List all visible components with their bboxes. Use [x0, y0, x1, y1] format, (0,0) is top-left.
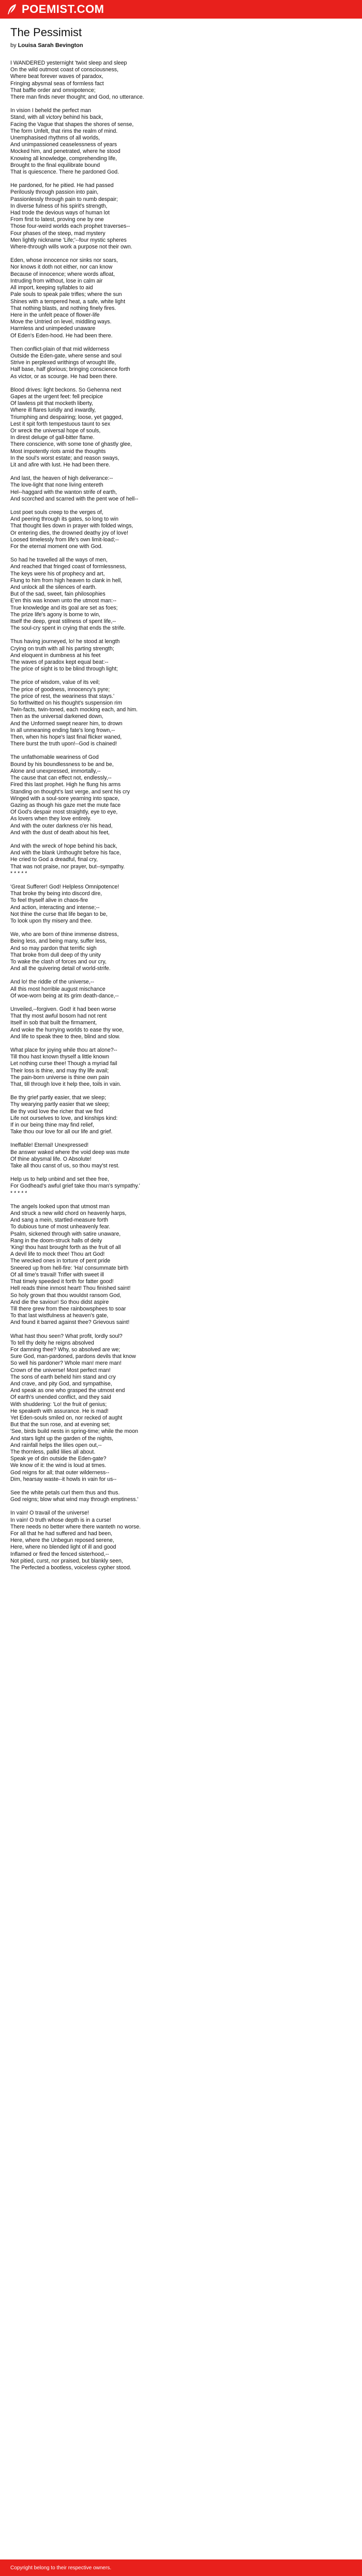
poem-line: Unemphasised rhythms of all worlds, — [10, 135, 100, 142]
stanza — [10, 679, 352, 747]
poem-line: For all that he had suffered and had been, — [10, 1531, 113, 1537]
stanza — [10, 843, 352, 877]
poem-line: Most impotently riots amid the thoughts — [10, 448, 106, 455]
stanza — [10, 1333, 352, 1483]
site-logo-link[interactable] — [5, 3, 104, 16]
poem-line: See the white petals curl them thus and thus. — [10, 1489, 120, 1496]
poem-line: If in our being thine may find relief, — [10, 1122, 94, 1129]
poem-line: That broke from dull deep of thy unity — [10, 951, 101, 958]
poem-line: Speak ye of din outside the Eden-gate? — [10, 1456, 107, 1462]
poem-title: The Pessimist — [10, 26, 82, 39]
poem-line: To feel thyself alive in chaos-fire — [10, 897, 88, 904]
poem-line: Twin-facts, twin-toned, each mocking each, and him. — [10, 707, 138, 713]
poem-line: Intruding from without, lose in calm air — [10, 277, 103, 284]
stanza — [10, 346, 352, 380]
poem-line: And all the quivering detail of world-strife. — [10, 965, 111, 972]
poem-line: All import, keeping syllables to aid — [10, 285, 93, 291]
poem-line: Knowing all knowledge, comprehending life, — [10, 155, 117, 162]
poem-line: To tell thy deity he reigns absolved — [10, 1339, 94, 1346]
poem-line: Perilously through passion into pain, — [10, 189, 99, 196]
poem-line: Lest it spit forth tempestuous taunt to sex — [10, 420, 111, 427]
poem-line: The price of goodness, innocency's pyre; — [10, 686, 110, 693]
poem-line: That thought lies down in prayer with folded wings, — [10, 523, 133, 529]
stanza — [10, 107, 352, 176]
poem-line: Let nothing curse thee! Though a myriad fail — [10, 1060, 117, 1067]
poem-line: And sang a mein, startled-measure forth — [10, 1217, 109, 1224]
poem-line: Eden, whose innocence nor sinks nor soars, — [10, 257, 118, 264]
feather-quill-icon — [5, 3, 19, 16]
poem-line: Men lightly nickname 'Life;'--four mystic spheres — [10, 237, 127, 243]
poem-line: Hell reads thine inmost heart! Thou finished saint! — [10, 1285, 131, 1292]
poem-line: All this most horrible august mischance — [10, 986, 105, 992]
poem-line: God reigns; blow what wind may through emptiness.' — [10, 1496, 139, 1503]
poem-line: But of the sad, sweet, fain philosophies — [10, 591, 105, 598]
poem-line: The waves of paradox kept equal beat:-- — [10, 659, 109, 666]
poem-line: Here, where no blended light of ill and good — [10, 1544, 116, 1551]
stanza — [10, 1095, 352, 1135]
poem-line: Sneered up from hell-fire: 'Ha! consummate birth — [10, 1264, 129, 1271]
poem-line: The price of rest, the weariness that stays.' — [10, 693, 115, 699]
poem-line: To that last wistfulness at heaven's gate, — [10, 1313, 109, 1319]
poem-line: Crown of the universe! Most perfect man! — [10, 1367, 111, 1373]
poem-line: Strive in perplexed writhings of wrought life, — [10, 360, 116, 366]
poem-line: And with the wreck of hope behind his back, — [10, 842, 117, 849]
poem-line: The Perfected a bootless, voiceless cypher stood. — [10, 1565, 131, 1571]
poem-line: He cried to God a dreadful, final cry, — [10, 856, 98, 863]
poem-line: Half base, half glorious; bringing conscience forth — [10, 366, 130, 373]
poem-line: True knowledge and its goal are set as foes; — [10, 604, 118, 611]
poem-line: In direst deluge of gall-bitter flame. — [10, 434, 95, 441]
author-name: Louisa Sarah Bevington — [18, 42, 83, 49]
poem-line: So forthwitted on his thought's suspension rim — [10, 700, 122, 707]
poem-line: And unimpassioned ceaselessness of years — [10, 142, 117, 148]
poem-line: Crying on truth with all his parting strength; — [10, 645, 114, 652]
stanza — [10, 638, 352, 673]
poem-line: The price of sight is to be blind through light; — [10, 666, 118, 673]
poem-line: The thornless, pallid lilies all about. — [10, 1448, 96, 1455]
poem-line: Or wreck the universal hope of souls, — [10, 427, 101, 434]
poem-line: Yet Eden-souls smiled on, nor recked of aught — [10, 1414, 123, 1421]
poem-line: Of woe-worn being at its grim death-dance,-- — [10, 992, 119, 999]
poem-line: Flung to him from high heaven to clank in hell, — [10, 577, 123, 584]
poem-line: And lo! the riddle of the universe,-- — [10, 979, 94, 986]
poem-line: As victor, or as scourge. He had been there. — [10, 373, 117, 380]
poem-line: He speaketh with assurance. He is mad! — [10, 1408, 109, 1414]
poem-line: Then conflict-plain of that mid wilderness — [10, 346, 110, 352]
poem-line: Because of innocence; where words afloat, — [10, 271, 115, 277]
poem-line: And eloquent in dumbness at his feet — [10, 652, 101, 659]
stanza — [10, 1490, 352, 1503]
poem-line: Facing the Vague that shapes the shores of sense, — [10, 121, 134, 128]
poem-line: For the eternal moment one with God. — [10, 543, 103, 550]
poem-line: Lit and afire with lust. He had been there. — [10, 461, 111, 468]
poem-line: Harmless and unimpeded unaware — [10, 325, 96, 332]
poem-line: The sons of earth beheld him stand and cry — [10, 1373, 116, 1380]
poem-line: Blood drives: light beckons. So Gehenna next — [10, 386, 122, 393]
poem-line: Psalm, sickened through with satire unaware, — [10, 1230, 121, 1237]
poem-line: The price of wisdom, value of its veil; — [10, 679, 100, 686]
poem-article — [0, 26, 362, 1571]
poem-line: Alone and unexpressed, immortally,-- — [10, 768, 101, 774]
byline — [10, 42, 352, 49]
poem-line: And scorched and scarred with the pent woe of hell-- — [10, 495, 139, 502]
poem-line: Itself the deep, great stillness of spent life,-- — [10, 618, 116, 625]
poem-line: Passionlessly through pain to numb despair; — [10, 196, 118, 202]
poem-line: Be answer waked where the void deep was mute — [10, 1149, 130, 1156]
poem-line: And with the outer darkness o'er his head, — [10, 822, 113, 829]
poem-line: Of earth's unended conflict, and they said — [10, 1394, 111, 1401]
poem-line: Thy wearying partly easier that we sleep; — [10, 1101, 110, 1108]
poem-line: A devil life to mock thee! Thou art God! — [10, 1251, 105, 1258]
poem-line: That nothing blasts, and nothing finely fires. — [10, 305, 116, 311]
poem-line: As lovers when they love entirely. — [10, 816, 92, 822]
poem-line: And the Unformed swept nearer him, to drown — [10, 720, 123, 727]
poem-line: Here, where the Unbegun reposed serene, — [10, 1537, 114, 1544]
poem-line: Being less, and being many, suffer less, — [10, 938, 107, 945]
poem-line: The keys were his of prophecy and art, — [10, 570, 105, 577]
poem-line: I WANDERED yesternight 'twixt sleep and sleep — [10, 60, 127, 66]
poem-line: In the soul's worst estate; and reason sways, — [10, 455, 119, 461]
poem-line: And rainfall helps the lilies open out,-- — [10, 1442, 102, 1448]
site-header — [0, 0, 362, 19]
poem-line: That is quiescence. There he pardoned God. — [10, 169, 119, 176]
poem-line: There conscience, with some tone of ghastly glee, — [10, 441, 132, 448]
poem-line: In all unmeaning ending fate's long frown,-- — [10, 727, 115, 733]
poem-line: The love-light that none living entereth — [10, 482, 103, 489]
poem-line: And life to speak thee to thee, blind and slow. — [10, 1033, 120, 1040]
poem-line: There burst the truth upon!--God is chained! — [10, 741, 117, 747]
poem-line: And die the saviour! So thou didst aspire — [10, 1299, 109, 1305]
poem-line: Where-through wills work a purpose not their own. — [10, 244, 132, 251]
poem-line: That timely speeded it forth for fatter good! — [10, 1278, 114, 1285]
poem-body — [10, 60, 352, 1571]
poem-line: Lost poet souls creep to the verges of, — [10, 509, 103, 516]
stanza — [10, 754, 352, 836]
stanza — [10, 1510, 352, 1571]
poem-line: With shuddering: 'Lo! the fruit of genius; — [10, 1401, 107, 1408]
poem-line: The prize life's agony is borne to win, — [10, 611, 100, 618]
stanza — [10, 1047, 352, 1088]
poem-line: The wrecked ones in torture of pent pride — [10, 1258, 111, 1264]
poem-line: On the wild outmost coast of consciousness, — [10, 67, 119, 73]
poem-line: What hast thou seen? What profit, lordly soul? — [10, 1333, 123, 1339]
poem-line: Help us to help unbind and set thee free, — [10, 1176, 109, 1183]
poem-line: From first to latest, proving one by one — [10, 216, 104, 223]
poem-line: Winged with a soul-sore yearning into space, — [10, 795, 119, 802]
poem-line: Of thine abysmal life. O Absolute! — [10, 1156, 92, 1162]
poem-line: Hel--haggard with the wanton strife of earth, — [10, 489, 117, 495]
poem-line: In vain! O truth whose depth is in a curse! — [10, 1517, 111, 1523]
stanza — [10, 557, 352, 632]
poem-line: The angels looked upon that utmost man — [10, 1203, 110, 1210]
poem-line: To look upon thy misery and thee. — [10, 917, 93, 924]
poem-line: That broke thy being into discord dire, — [10, 891, 102, 897]
poem-line: Shines with a tempered heat, a safe, white light — [10, 298, 126, 305]
poem-line: Here in the unfelt peace of flower-life — [10, 311, 100, 318]
poem-line: For damning thee? Why, so absolved are we; — [10, 1346, 120, 1353]
stanza — [10, 1176, 352, 1197]
poem-line: And with the dust of death about his feet, — [10, 829, 110, 836]
copyright-text: Copyright belong to their respective owners. — [10, 2565, 112, 2571]
poem-line: God reigns for all; that outer wilderness-- — [10, 1469, 110, 1476]
stanza — [10, 60, 352, 101]
poem-line: 'Great Sufferer! God! Helpless Omnipotence! — [10, 883, 119, 890]
poem-line: Move the Untried on level, middling ways. — [10, 319, 112, 325]
poem-line: But that the sun rose, and at evening set; — [10, 1422, 111, 1428]
poem-line: The cause that can effect not, endlessly,-- — [10, 775, 112, 782]
poem-line: That, till through love it help thee, toils in vain. — [10, 1081, 122, 1088]
poem-line: Take thou our love for all our life and grief. — [10, 1129, 113, 1135]
poem-line: 'King! thou hast brought forth as the fruit of all — [10, 1244, 121, 1251]
poem-line: And peering through its gates, so long to win — [10, 516, 119, 523]
stanza — [10, 1006, 352, 1040]
poem-line: Of all time's travail! Trifler with sweet ill — [10, 1271, 104, 1278]
poem-line: Or entering dies, the drowned deathy joy of love! — [10, 529, 128, 536]
poem-line: Outside the Eden-gate, where sense and soul — [10, 352, 122, 359]
poem-line: The soul-cry spent in crying that ends the strife. — [10, 625, 126, 632]
poem-line: Standing on thought's last verge, and sent his cry — [10, 788, 130, 795]
poem-line: That thy most awful bosom had not rent — [10, 1013, 107, 1020]
stanza — [10, 1204, 352, 1326]
poem-line: Fired this last prophet. High he flung his arms — [10, 782, 121, 788]
poem-line: Dim, hearsay waste--it howls in vain for us-- — [10, 1476, 117, 1482]
poem-line: Not thine the curse that life began to be, — [10, 911, 108, 917]
poem-line: Be thy grief partly easier, that we sleep; — [10, 1095, 106, 1101]
poem-line: The form Unfelt, that rims the realm of mind. — [10, 128, 118, 134]
poem-line: So well his pardoner? Whole man! mere man! — [10, 1360, 122, 1367]
poem-line: Where ill flares luridly and inwardly, — [10, 407, 96, 414]
poem-line: There needs no better where there wanteth no worse. — [10, 1523, 141, 1530]
stanza — [10, 509, 352, 550]
stanza — [10, 182, 352, 251]
poem-line: * * * * * — [10, 870, 27, 877]
poem-line: Nor knows it doth not either, nor can know — [10, 264, 113, 271]
poem-line: Stand, with all victory behind his back, — [10, 114, 103, 121]
stanza — [10, 475, 352, 503]
poem-line: Pale souls to speak pale trifles; where the sun — [10, 291, 122, 298]
poem-line: * * * * * — [10, 1190, 27, 1196]
poem-line: And unlock all the silences of earth. — [10, 584, 97, 591]
poem-line: There man finds never thought; and God, no utterance. — [10, 94, 144, 101]
poem-line: Of Eden's Eden-hood. He had been there. — [10, 332, 113, 339]
poem-line: Then as the universal darkened down, — [10, 713, 103, 720]
poem-line: Thus having journeyed, lo! he stood at length — [10, 638, 120, 645]
poem-line: And last, the heaven of high deliverance:-- — [10, 475, 113, 482]
poem-line: In vain! O travail of the universe! — [10, 1510, 89, 1517]
poem-line: So had he travelled all the ways of men, — [10, 557, 108, 564]
poem-line: And stars light up the garden of the nights, — [10, 1435, 114, 1442]
poem-line: Of lawless pit that mocketh liberty, — [10, 400, 93, 407]
poem-line: Unveiled,--forgiven. God! it had been worse — [10, 1006, 116, 1012]
poem-line: The unfathomable weariness of God — [10, 754, 99, 761]
poem-line: Brought to the final equilibrate bound — [10, 162, 100, 168]
stanza — [10, 257, 352, 339]
poem-line: Their loss is thine, and may thy life avail; — [10, 1067, 109, 1074]
poem-line: Fringing abysmal seas of formless fact — [10, 80, 104, 87]
site-footer — [0, 2559, 362, 2576]
poem-line: To wake the clash of forces and our cry, — [10, 958, 107, 965]
poem-line: And action, interacting and intense;-- — [10, 904, 100, 911]
poem-line: Life not ourselves to love, and kinships kind: — [10, 1115, 118, 1121]
poem-line: We, who are born of thine immense distress, — [10, 931, 119, 938]
poem-line: Bound by his boundlessness to be and be, — [10, 761, 114, 768]
poem-line: In diverse fulness of his spirit's strength, — [10, 202, 108, 209]
poem-line: The pain-born universe is thine own pain — [10, 1074, 109, 1081]
poem-line: Of God's despair most straightly, eye to eye, — [10, 809, 118, 816]
poem-line: Gazing as though his gaze met the mute face — [10, 802, 121, 808]
stanza — [10, 387, 352, 469]
poem-line: Four phases of the steep, mad mystery — [10, 230, 105, 237]
poem-line: Not pitied, curst, nor praised, but blankly seen, — [10, 1557, 123, 1564]
poem-line: Those four-weird worlds each prophet traverses-- — [10, 223, 130, 230]
poem-line: Till there grew from thee rainbowsphees to soar — [10, 1305, 126, 1312]
poem-line: Then, when his hope's last final flicker waned, — [10, 734, 122, 741]
poem-line: Be thy void love the richer that we find — [10, 1108, 103, 1115]
poem-line: And speak as one who grasped the utmost end — [10, 1387, 125, 1394]
poem-line: Mocked him, and penetrated, where he stood — [10, 148, 120, 155]
poem-line: E'en this was known unto the utmost man:-- — [10, 598, 117, 604]
poem-line: And with the blank Unthought before his face, — [10, 850, 121, 856]
stanza — [10, 1142, 352, 1169]
poem-line: Had trode the devious ways of human lot — [10, 210, 110, 216]
poem-line: And found it barred against thee? Grievous saint! — [10, 1319, 130, 1326]
stanza — [10, 979, 352, 1000]
poem-line: Ineffable! Eternal! Unexpressed! — [10, 1142, 89, 1149]
poem-line: We know of it: the wind is loud at times. — [10, 1462, 107, 1469]
poem-line: And struck a new wild chord on heavenly harps, — [10, 1210, 127, 1217]
poem-line: Where beat forever waves of paradox, — [10, 73, 103, 80]
poem-line: Sure God, man-pardoned, pardons devils that know — [10, 1353, 136, 1360]
poem-line: Inflamed or fired the fenced sisterhood,-- — [10, 1551, 109, 1557]
poem-line: So holy grown that thou wouldst ransom God, — [10, 1292, 122, 1299]
poem-line: Take all thou canst of us, so thou may'st rest. — [10, 1163, 120, 1169]
poem-line: And so may pardon that terrific sigh — [10, 945, 97, 951]
poem-line: For Godhead's awful grief take thou man's sympathy.' — [10, 1183, 140, 1190]
poem-line: And reached that fringed coast of formlessness, — [10, 564, 127, 570]
poem-line: Triumphing and despairing; loose, yet gagged, — [10, 414, 123, 420]
poem-line: And crave, and pity God, and sympathise, — [10, 1380, 112, 1387]
poem-line: Gapes at the urgent feet: fell precipice — [10, 393, 103, 400]
poem-line: That baffle order and omnipotence; — [10, 87, 96, 93]
poem-line: That was not praise, nor prayer, but--sympathy. — [10, 863, 125, 870]
poem-line: Loosed timelessly from life's own limit-load;-- — [10, 536, 119, 543]
poem-line: Itself in sob that built the firmament, — [10, 1020, 97, 1026]
poem-line: 'See, birds build nests in spring-time; while the moon — [10, 1428, 138, 1435]
stanza — [10, 884, 352, 925]
poem-line: Rang in the doom-struck halls of deity — [10, 1237, 102, 1244]
brand-name: POEMIST.COM — [22, 3, 104, 15]
poem-line: And woke the hurrying worlds to ease thy woe, — [10, 1026, 124, 1033]
stanza — [10, 931, 352, 972]
poem-line: Till thou hast known thyself a little known — [10, 1054, 109, 1060]
poem-line: To dubious tune of most unheavenly fear. — [10, 1224, 111, 1230]
poem-line: What place for joying while thou art alone?-- — [10, 1047, 117, 1053]
byline-prefix: by — [10, 42, 17, 49]
poem-line: He pardoned, for he pitied. He had passed — [10, 182, 114, 189]
poem-line: In vision I beheld the perfect man — [10, 107, 92, 114]
